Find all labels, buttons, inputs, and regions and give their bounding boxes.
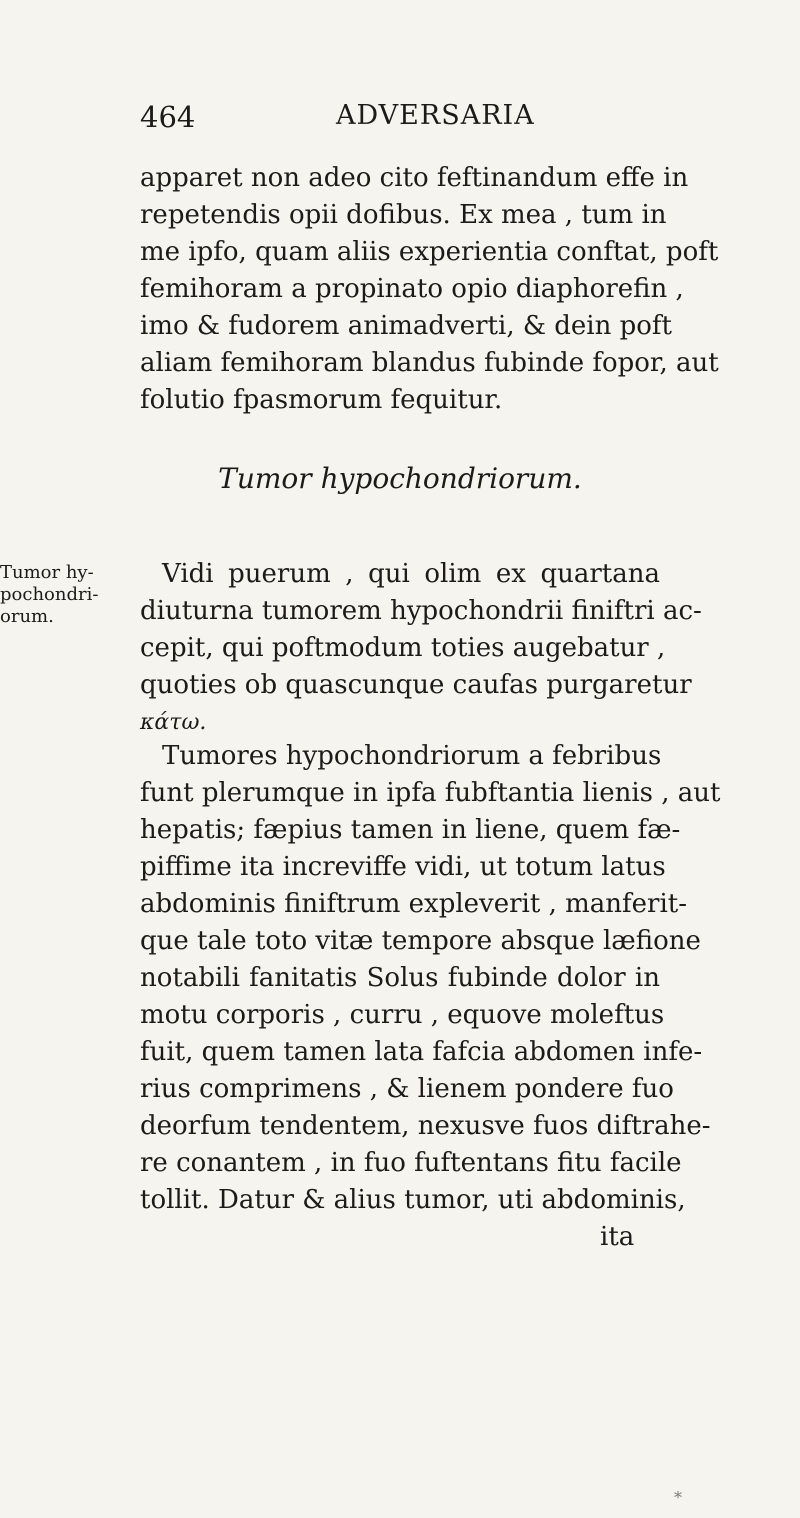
text-line: me ipfo, quam aliis experientia conftat, poft <box>140 237 719 267</box>
text-line: notabili fanitatis Solus fubinde dolor in <box>140 963 660 993</box>
text-line: Vidi puerum , qui olim ex quartana <box>162 559 660 589</box>
text-line: que tale toto vitæ tempore absque læfione <box>140 926 701 956</box>
page-number: 464 <box>140 100 196 134</box>
marginal-note <box>0 562 120 628</box>
text-line: rius comprimens , & lienem pondere fuo <box>140 1074 674 1104</box>
text-line: aliam femihoram blandus fubinde fopor, aut <box>140 348 719 378</box>
text-line: piffime ita increviffe vidi, ut totum latus <box>140 852 666 882</box>
catchword: ita <box>600 1222 635 1252</box>
page-header <box>140 100 660 140</box>
marginal-note-line: Tumor hy- <box>0 562 94 583</box>
text-line: apparet non adeo cito feftinandum effe in <box>140 163 689 193</box>
text-line: repetendis opii dofibus. Ex mea , tum in <box>140 200 667 230</box>
signature-mark: * <box>674 1488 682 1507</box>
section-heading: Tumor hypochondriorum. <box>218 462 582 495</box>
text-line: quoties ob quascunque caufas purgaretur <box>140 670 692 700</box>
running-head: ADVERSARIA <box>336 100 535 131</box>
text-line: hepatis; fæpius tamen in liene, quem fæ- <box>140 815 681 845</box>
text-line: Tumores hypochondriorum a febribus <box>162 741 662 771</box>
marginal-note-line: pochondri- <box>0 584 99 605</box>
text-line: deorfum tendentem, nexusve fuos diftrahe- <box>140 1111 711 1141</box>
marginal-note-line: orum. <box>0 606 54 627</box>
text-line: motu corporis , curru , equove moleftus <box>140 1000 665 1030</box>
text-line: cepit, qui poftmodum toties augebatur , <box>140 633 666 663</box>
text-line: femihoram a propinato opio diaphorefin , <box>140 274 684 304</box>
text-line: fuit, quem tamen lata fafcia abdomen infe- <box>140 1037 703 1067</box>
text-line: κάτω. <box>140 710 207 735</box>
text-line: abdominis finiftrum expleverit , manferit- <box>140 889 687 919</box>
text-line: funt plerumque in ipfa fubftantia lienis , aut <box>140 778 721 808</box>
text-line: diuturna tumorem hypochondrii finiftri ac- <box>140 596 702 626</box>
text-line: imo & fudorem animadverti, & dein poft <box>140 311 672 341</box>
text-line: tollit. Datur & alius tumor, uti abdominis, <box>140 1185 686 1215</box>
text-line: re conantem , in fuo fuftentans fitu facile <box>140 1148 682 1178</box>
text-line: folutio fpasmorum fequitur. <box>140 385 503 415</box>
